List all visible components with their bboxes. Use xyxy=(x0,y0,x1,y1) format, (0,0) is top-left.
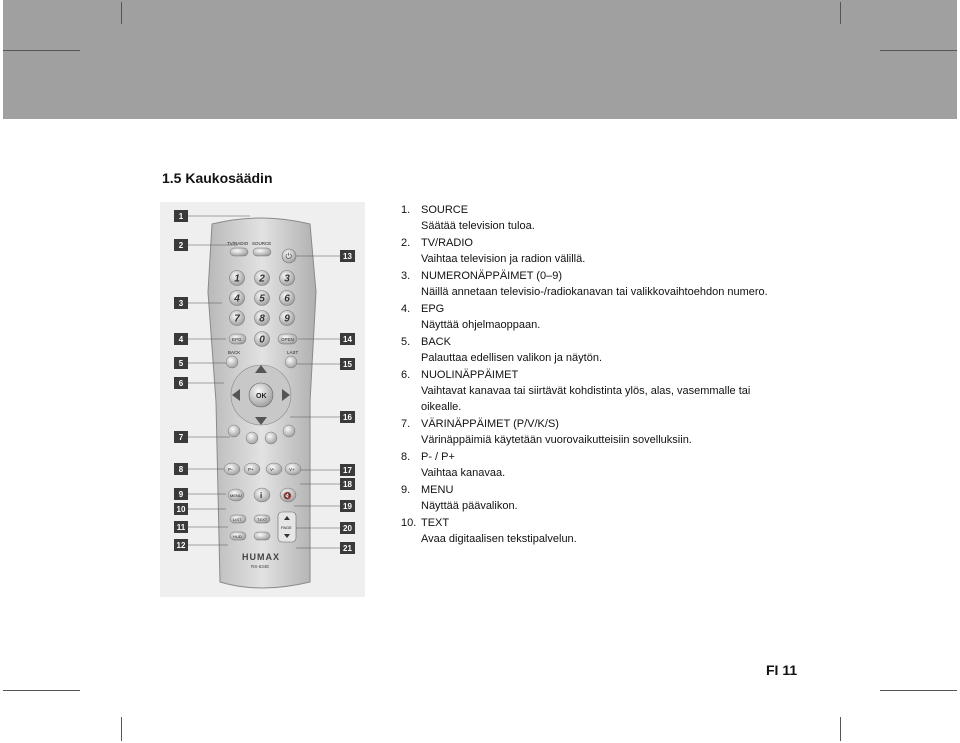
item-title: TEXT xyxy=(421,517,450,529)
item-number: 10. xyxy=(401,517,417,529)
last-button xyxy=(285,356,297,368)
item-number: 8. xyxy=(401,451,411,463)
callout-number-right: 20 xyxy=(343,524,352,533)
digit-label: 9 xyxy=(284,313,290,325)
item-number: 4. xyxy=(401,303,411,315)
item-number: 9. xyxy=(401,484,411,496)
last-label: LAST xyxy=(287,350,299,355)
item-description: Värinäppäimiä käytetään vuorovaikutteisiin sovelluksiin. xyxy=(421,434,692,446)
tvradio-button xyxy=(230,248,248,256)
back-label: BACK xyxy=(228,350,241,355)
crop-mark xyxy=(880,690,957,691)
digit-label: 1 xyxy=(234,273,240,285)
list-item xyxy=(401,268,781,300)
item-description: Vaihtaa kanavaa. xyxy=(421,467,506,479)
crop-mark xyxy=(840,2,841,24)
item-title: VÄRINÄPPÄIMET (P/V/K/S) xyxy=(421,418,559,430)
item-number: 2. xyxy=(401,237,411,249)
callout-number-right: 16 xyxy=(343,413,352,422)
digit-label: 0 xyxy=(259,334,265,346)
crop-mark xyxy=(3,50,80,51)
callout-number-left: 7 xyxy=(178,433,184,442)
item-title: P- / P+ xyxy=(421,451,455,463)
callout-number-left: 6 xyxy=(178,379,184,388)
list-item xyxy=(401,449,781,481)
list-item xyxy=(401,235,781,267)
item-number: 3. xyxy=(401,270,411,282)
item-title: NUOLINÄPPÄIMET xyxy=(421,369,519,381)
model-label: RS-634E xyxy=(251,564,270,569)
list-item xyxy=(401,202,781,234)
list-item xyxy=(401,367,781,415)
callout-number-left: 8 xyxy=(178,465,184,474)
p-plus-label: P+ xyxy=(248,467,254,472)
item-title: MENU xyxy=(421,484,454,496)
digit-label: 3 xyxy=(284,273,290,285)
crop-mark xyxy=(840,717,841,741)
digit-label: 6 xyxy=(284,293,290,305)
callout-number-left: 11 xyxy=(176,523,186,532)
list-item xyxy=(401,515,781,547)
item-title: NUMERONÄPPÄIMET (0–9) xyxy=(421,270,562,282)
item-number: 5. xyxy=(401,336,411,348)
v-minus-label: V- xyxy=(270,467,275,472)
color-key-yellow xyxy=(265,432,277,444)
callout-number-left: 2 xyxy=(178,241,184,250)
item-description: Vaihtaa television ja radion välillä. xyxy=(421,253,586,265)
callout-number-left: 3 xyxy=(178,299,184,308)
page-number: FI 11 xyxy=(766,662,798,678)
mute-icon: 🔇 xyxy=(283,492,292,500)
header-band xyxy=(3,0,957,119)
callout-number-left: 5 xyxy=(178,359,184,368)
page-label: PAGE xyxy=(281,525,292,530)
callout-number-right: 19 xyxy=(343,502,352,511)
list-item xyxy=(401,301,781,333)
digit-label: 2 xyxy=(259,273,265,285)
extra-button xyxy=(254,532,270,540)
crop-mark xyxy=(880,50,957,51)
item-title: SOURCE xyxy=(421,204,469,216)
epg-label: EPG xyxy=(232,337,242,342)
item-description: Avaa digitaalisen tekstipalvelun. xyxy=(421,533,577,545)
callout-number-left: 4 xyxy=(178,335,184,344)
callout-number-right: 21 xyxy=(343,544,352,553)
color-key-green xyxy=(246,432,258,444)
callout-number-right: 13 xyxy=(343,252,352,261)
callout-number-right: 14 xyxy=(343,335,352,344)
info-icon: i xyxy=(260,491,263,500)
list-item xyxy=(401,334,781,366)
callout-number-right: 18 xyxy=(343,480,352,489)
back-button xyxy=(226,356,238,368)
open-label: OPEN xyxy=(281,337,294,342)
item-title: BACK xyxy=(421,336,451,348)
tvradio-label: TV/RADIO xyxy=(227,241,249,246)
crop-mark xyxy=(3,690,80,691)
digit-label: 5 xyxy=(259,293,265,305)
callout-number-left: 12 xyxy=(176,541,186,550)
callout-number-left: 9 xyxy=(178,490,184,499)
item-title: TV/RADIO xyxy=(421,237,473,249)
item-description: Vaihtavat kanavaa tai siirtävät kohdistinta ylös, alas, vasemmalle tai oikealle. xyxy=(421,385,751,413)
crop-mark xyxy=(121,717,122,741)
item-number: 7. xyxy=(401,418,411,430)
source-label: SOURCE xyxy=(252,241,272,246)
digit-label: 7 xyxy=(234,313,240,325)
digit-label: 4 xyxy=(234,293,240,305)
color-key-red xyxy=(228,425,240,437)
callout-number-right: 15 xyxy=(343,360,352,369)
item-description: Näyttää ohjelmaoppaan. xyxy=(421,319,541,331)
item-description: Näillä annetaan televisio-/radiokanavan tai valikkovaihtoehdon numero. xyxy=(421,286,768,298)
callout-number-left: 1 xyxy=(178,212,184,221)
v-plus-label: V+ xyxy=(289,467,295,472)
source-button xyxy=(253,248,271,256)
text-label: TEXT xyxy=(257,517,268,522)
item-description: Säätää television tuloa. xyxy=(421,220,535,232)
hud-label: HUD xyxy=(233,534,242,539)
crop-mark xyxy=(121,2,122,24)
color-key-blue xyxy=(283,425,295,437)
remote-control-figure xyxy=(160,202,365,597)
item-number: 6. xyxy=(401,369,411,381)
item-number: 1. xyxy=(401,204,411,216)
list-item xyxy=(401,416,781,448)
item-title: EPG xyxy=(421,303,445,315)
digit-label: 8 xyxy=(259,313,265,325)
power-icon: ⏻ xyxy=(285,252,292,261)
list-item xyxy=(401,482,781,514)
item-description: Näyttää päävalikon. xyxy=(421,500,518,512)
callout-number-right: 17 xyxy=(343,466,352,475)
section-title: 1.5 Kaukosäädin xyxy=(162,170,273,186)
brand-logo: HUMAX xyxy=(242,552,280,562)
item-description: Palauttaa edellisen valikon ja näytön. xyxy=(421,352,603,364)
feature-list xyxy=(401,202,781,548)
ok-label: OK xyxy=(256,393,267,400)
menu-label: MENU xyxy=(230,493,242,498)
callout-number-left: 10 xyxy=(176,505,186,514)
list-label: LIST xyxy=(233,517,242,522)
p-minus-label: P- xyxy=(228,467,233,472)
